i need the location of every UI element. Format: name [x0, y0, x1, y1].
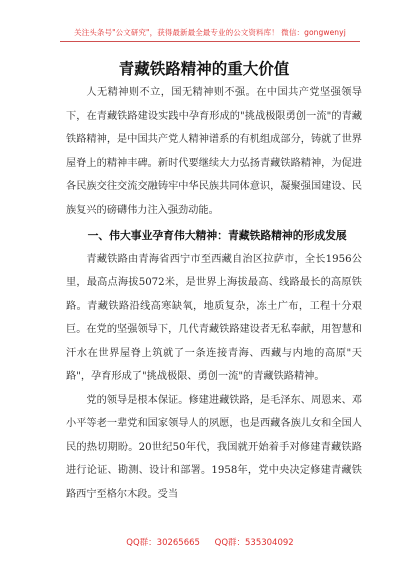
header-divider — [60, 41, 360, 42]
section-heading: 一、伟大事业孕育伟大精神：青藏铁路精神的形成发展 — [87, 229, 347, 242]
page-footer — [60, 536, 360, 548]
document-body — [66, 81, 362, 506]
body-paragraph: 青藏铁路由青海省西宁市至西藏自治区拉萨市，全长1956公里，最高点海拔5072米，是世界上海拔最高、线路最长的高原铁路。青藏铁路沿线高寒缺氧，地质复杂，冻土广布，工程十分艰巨。在党的坚强领导下，几代青藏铁路建设者无私奉献，用智慧和汗水在世界屋脊上筑就了一条连接青海、西藏与内地的高原"天路"，孕育形成了"挑战极限、勇创一流"的青藏铁路精神。 — [66, 253, 362, 382]
footer-qq-group-2: QQ群：535304092 — [214, 538, 294, 548]
footer-qq-group-1: QQ群：30265665 — [126, 538, 200, 548]
document-title: 青藏铁路精神的重大价值 — [118, 60, 290, 78]
intro-paragraph: 人无精神则不立，国无精神则不强。在中国共产党坚强领导下，在青藏铁路建设实践中孕育形成的"挑战极限勇创一流"的青藏铁路精神，是中国共产党人精神谱系的有机组成部分，铸就了世界屋脊上的精神丰碑。新时代要继续大力弘扬青藏铁路精神，为促进各民族交往交流交融铸牢中华民族共同体意识，凝聚强国建设、民族复兴的磅礴伟力注入强劲动能。 — [66, 87, 362, 216]
body-paragraph: 党的领导是根本保证。修建进藏铁路，是毛泽东、周恩来、邓小平等老一辈党和国家领导人的夙愿，也是西藏各族儿女和全国人民的热切期盼。20世纪50年代，我国就开始着手对修建青藏铁路进行论证、勘测、设计和部署。1958年，党中央决定修建青藏铁路西宁至格尔木段。受当 — [66, 394, 362, 500]
page-header-banner: 关注头条号"公文研究"，获得最新最全最专业的公文资料库！ 微信：gongwenyj — [74, 28, 346, 37]
